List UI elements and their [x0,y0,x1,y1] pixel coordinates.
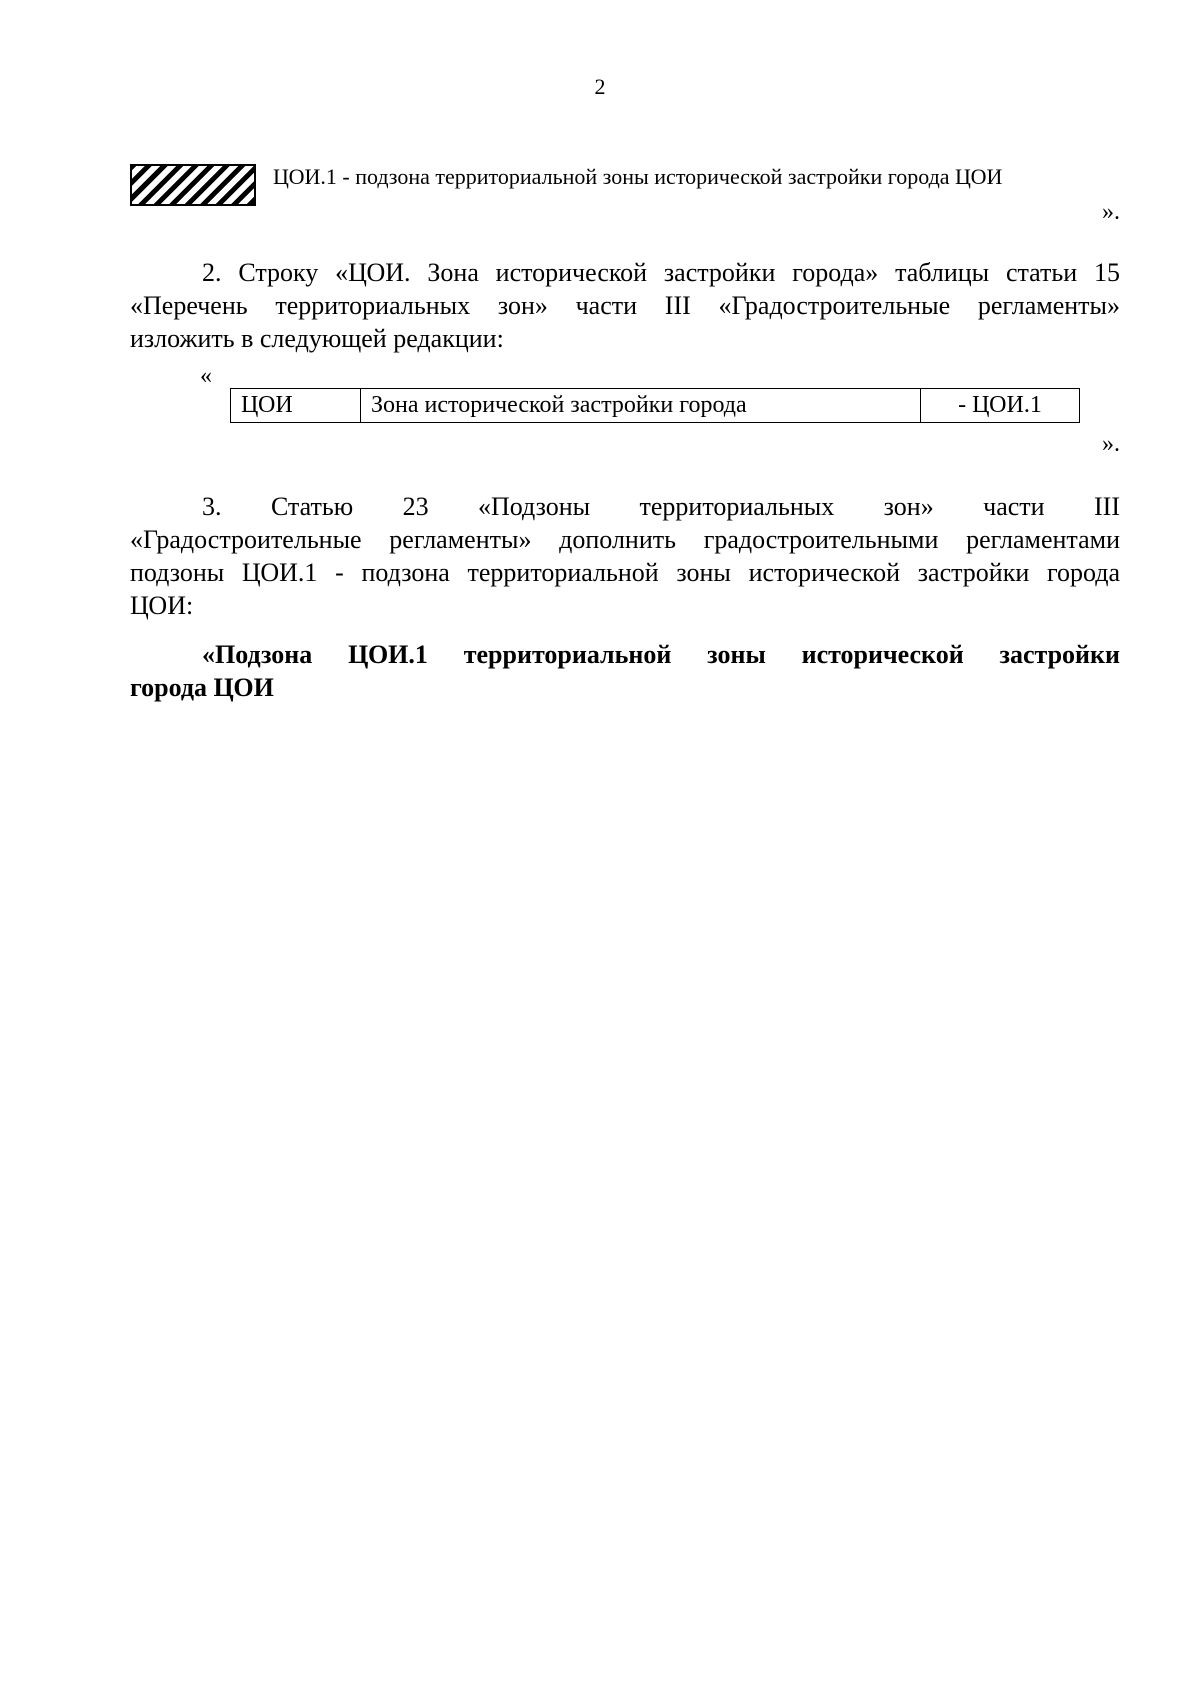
item-3-paragraph [130,490,1120,622]
subzone-heading [130,638,1120,704]
item-2-paragraph [130,256,1120,355]
hatch-pattern-swatch [130,164,256,206]
item-2-line: «Перечень территориальных зон» части III «Градостроительные регламенты» [130,291,1120,320]
item-3-line: 3. Статью 23 «Подзоны территориальных зон» части III [202,492,1120,521]
table-opening-quote: « [200,363,212,389]
item-3-line: ЦОИ: [130,591,194,620]
legend-text: ЦОИ.1 - подзона территориальной зоны исторической застройки города ЦОИ [273,164,1003,189]
table-closing-quote: ». [1102,431,1120,457]
zone-name-cell: Зона исторической застройки города [361,389,921,422]
item-2-line: изложить в следующей редакции: [130,324,504,353]
item-3-line: «Градостроительные регламенты» дополнить градостроительными регламентами [130,525,1120,554]
legend-closing-quote: ». [1102,199,1120,225]
legend-row [130,162,1120,212]
subzone-heading-line: города ЦОИ [130,673,274,702]
zone-table-row [230,388,1080,423]
zone-code-cell: ЦОИ [231,389,361,422]
item-2-line: 2. Строку «ЦОИ. Зона исторической застройки города» таблицы статьи 15 [202,258,1120,287]
page-number: 2 [594,74,606,99]
subzone-cell: - ЦОИ.1 [958,392,1042,418]
subzone-heading-line: «Подзона ЦОИ.1 территориальной зоны исторической застройки [202,640,1120,669]
item-3-line: подзоны ЦОИ.1 - подзона территориальной зоны исторической застройки города [130,558,1120,587]
